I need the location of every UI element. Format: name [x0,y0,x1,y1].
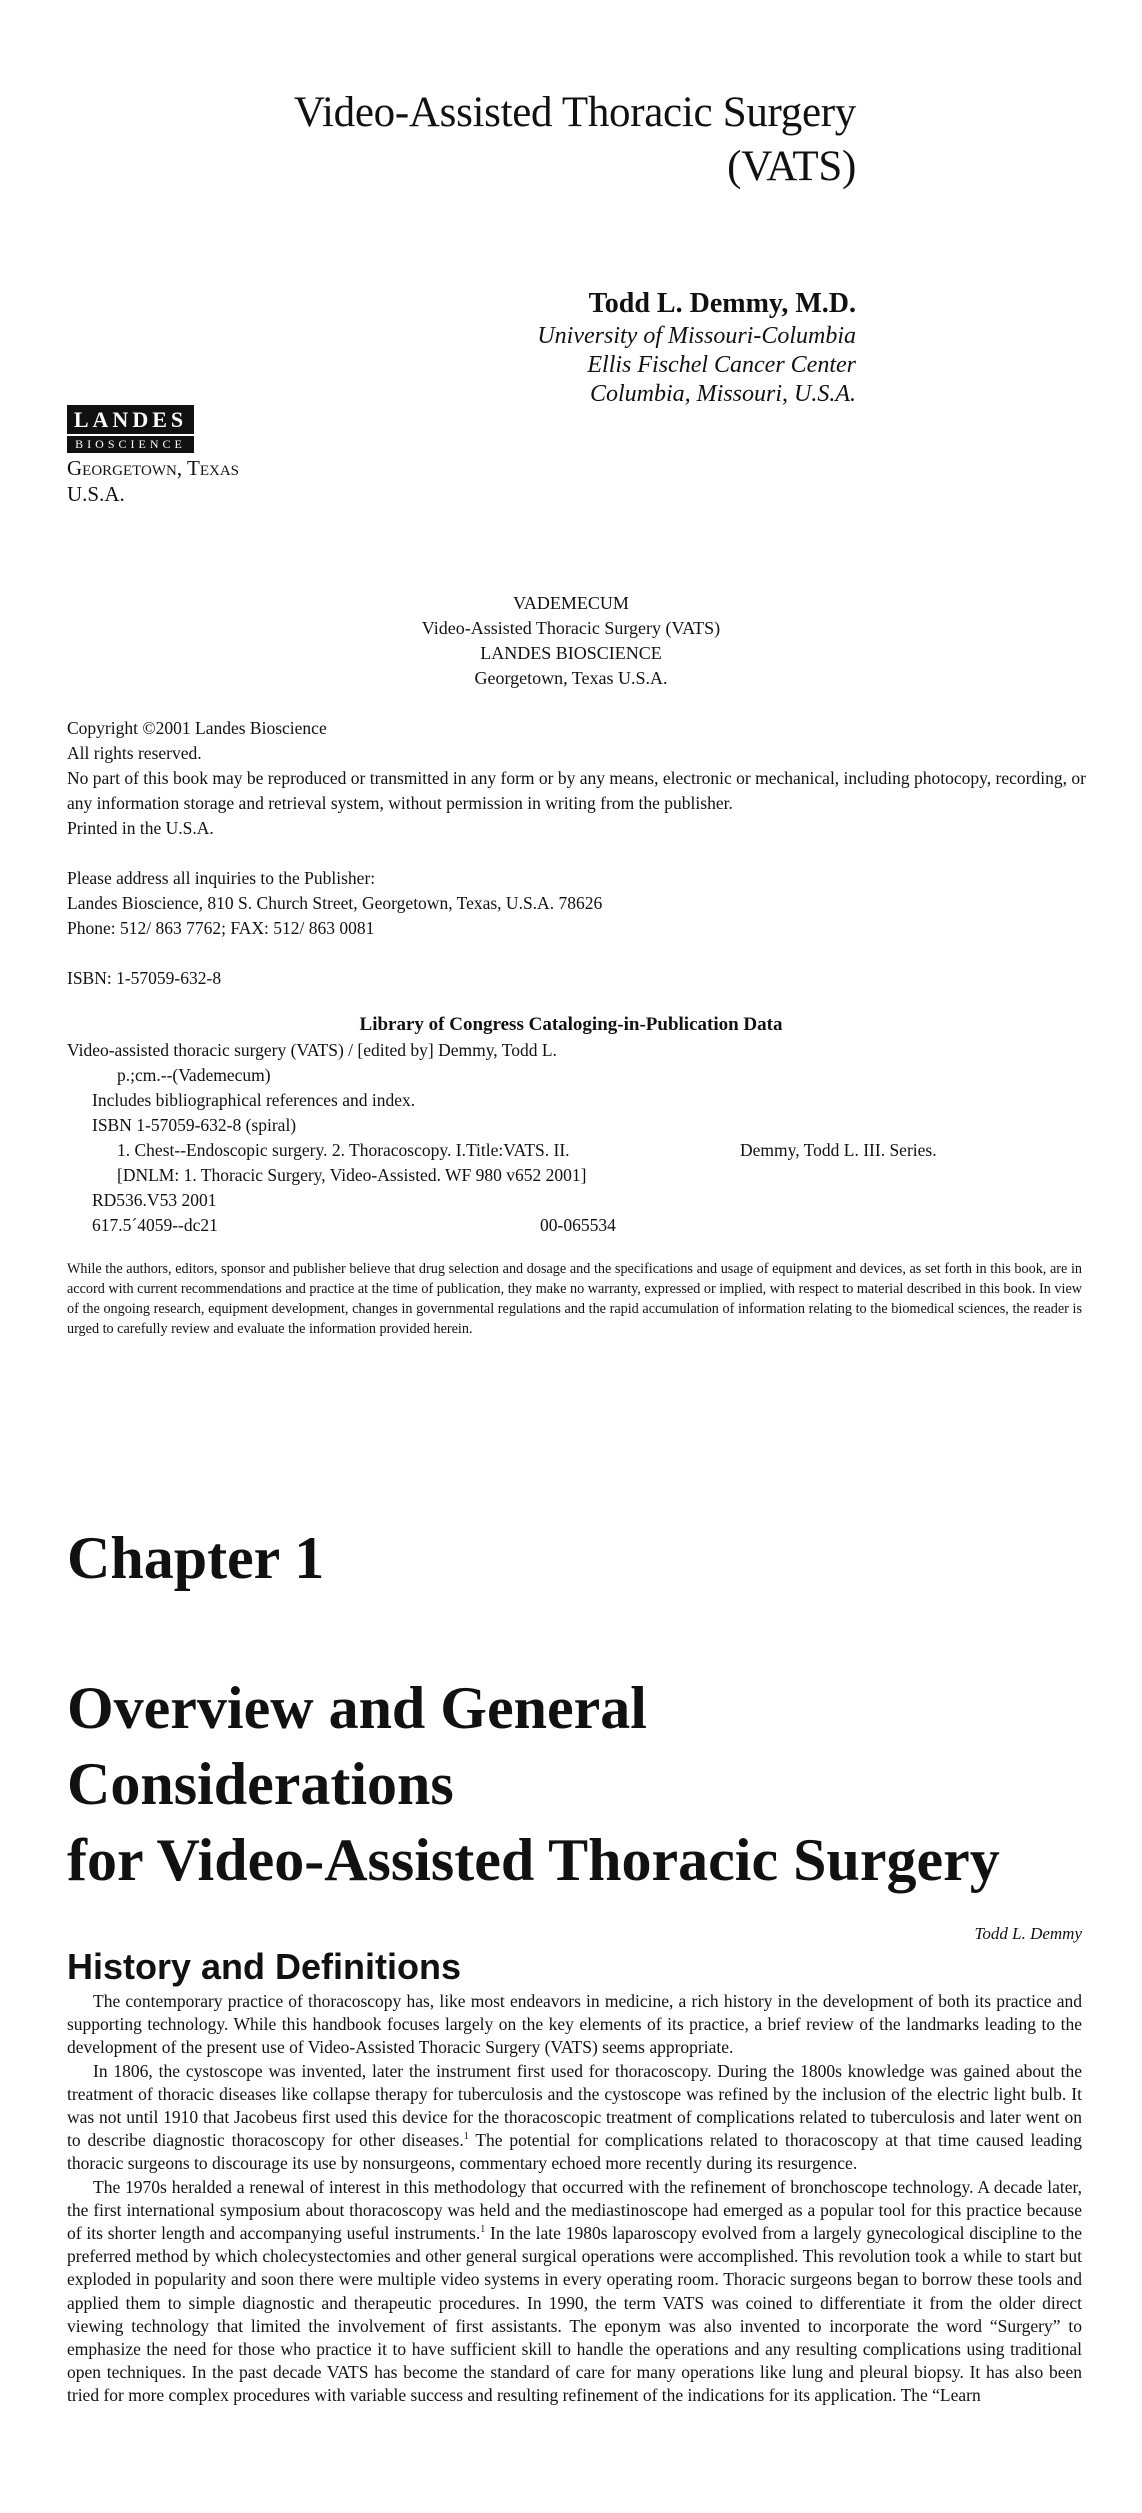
cataloging-line [67,1038,1087,1063]
cataloging-text: [DNLM: 1. Thoracic Surgery, Video-Assisted. WF 980 v652 2001] [117,1165,587,1185]
cataloging-text: Video-assisted thoracic surgery (VATS) / [edited by] Demmy, Todd L. [67,1040,557,1060]
disclaimer: While the authors, editors, sponsor and publisher believe that drug selection and dosage and the specifications and usage of equipment and devices, as set forth in this book, are in accord with current recommendations and practice at the time of publication, they make no warranty, expressed or implied, with respect to material described in this book. In view of the ongoing research, equipment development, changes in governmental regulations and the rapid accumulation of information relating to the biomedical sciences, the reader is urged to carefully review and evaluate the information provided herein. [67,1261,1082,1337]
copyright-line: Copyright ©2001 Landes Bioscience [67,718,327,738]
author-block [537,286,856,409]
paragraph-text: In 1806, the cystoscope was invented, later the instrument first used for thoracoscopy. During the 1800s knowledge was gained about the treatment of thoracic diseases like collapse therapy for tuberculosis and the cystoscope was refined by the inclusion of the electric light bulb. It was not until 1910 that Jacobeus first used this device for the thoracoscopic treatment of complications related to tuberculosis and later went on to describe diagnostic thoracoscopy for other diseases. [67,2060,1082,2151]
cataloging-line [67,1163,1087,1188]
book-title-line2: (VATS) [727,143,856,190]
isbn: ISBN: 1-57059-632-8 [67,968,222,988]
rights-reserved: All rights reserved. [67,743,202,763]
printed-in: Printed in the U.S.A. [67,818,214,838]
cataloging-heading: Library of Congress Cataloging-in-Publication Data [359,1014,783,1035]
cataloging-line [67,1138,1087,1163]
publisher-location [67,455,239,507]
author-name: Todd L. Demmy, M.D. [588,288,856,319]
affiliation-location: Columbia, Missouri, U.S.A. [589,381,856,407]
cataloging-text: 1. Chest--Endoscopic surgery. 2. Thoracoscopy. I.Title:VATS. II. [117,1140,570,1160]
chapter-author: Todd L. Demmy [974,1924,1082,1943]
affiliation-center: Ellis Fischel Cancer Center [587,352,856,378]
imprint-series: VADEMECUM [513,593,629,613]
publisher-city: Georgetown, Texas [67,456,239,480]
paragraph: The contemporary practice of thoracoscopy has, like most endeavors in medicine, a rich history in the development of both its practice and supporting technology. While this handbook focuses largely on the key elements of its practice, a brief review of the landmarks leading to the development of the present use of Video-Assisted Thoracic Surgery (VATS) seems appropriate. [67,1991,1082,2058]
publisher-phone: Phone: 512/ 863 7762; FAX: 512/ 863 0081 [67,918,375,938]
paragraph-text: In the late 1980s laparoscopy evolved from a largely gynecological discipline to the preferred method by which cholecystectomies and other general surgical operations were accomplished. This revolution took a while to start but exploded in popularity and soon there were multiple video systems in every operating room. Thoracic surgeons began to borrow these tools and applied them to simple diagnostic and therapeutic procedures. In 1990, the term VATS was coined to differentiate it from the older direct viewing technology that limited the involvement of first assistants. The eponym was also invented to incorporate the word “Surgery” to emphasize the need for those who practice it to have sufficient skill to handle the operations and any resulting complications using traditional open techniques. In the past decade VATS has become the standard of care for many operations like lung and pleural biopsy. It has also been tried for more complex procedures with variable success and resulting refinement of the indications for its application. The “Learn [67,2223,1082,2406]
publisher-country: U.S.A. [67,482,125,506]
reference-marker: 1 [463,2131,469,2143]
inquiries-label: Please address all inquiries to the Publisher: [67,868,376,888]
paragraph [67,2176,1082,2408]
reproduction-notice: No part of this book may be reproduced or transmitted in any form or by any means, electronic or mechanical, including photocopy, recording, or any information storage and retrieval system, without permission in writing from the publisher. [67,768,1086,813]
chapter-title [67,1670,1117,1898]
publisher-address: Landes Bioscience, 810 S. Church Street, Georgetown, Texas, U.S.A. 78626 [67,893,603,913]
imprint-block [0,591,1142,691]
cataloging-text: Includes bibliographical references and index. [92,1090,416,1110]
copyright-block [67,716,1087,991]
paragraph [67,2060,1082,2176]
book-title-line1: Video-Assisted Thoracic Surgery [293,89,856,136]
logo-text-top: LANDES [73,407,188,432]
cataloging-line [67,1088,1087,1113]
imprint-location: Georgetown, Texas U.S.A. [474,668,668,688]
chapter-title-line2: Considerations [67,1751,454,1817]
cataloging-text: 617.5´4059--dc21 [92,1215,218,1235]
paragraph-text: The 1970s heralded a renewal of interest in this methodology that occurred with the refinement of bronchoscope technology. A decade later, the first international symposium about thoracoscopy was held and the mediastinoscope had emerged as a popular tool for this practice because of its shorter length and accompanying useful instruments. [67,2176,1082,2244]
cataloging-text: RD536.V53 2001 [92,1190,217,1210]
reference-marker: 1 [480,2224,486,2236]
imprint-publisher: LANDES BIOSCIENCE [480,643,662,663]
imprint-title: Video-Assisted Thoracic Surgery (VATS) [421,618,721,638]
cataloging-text: Demmy, Todd L. III. Series. [740,1140,937,1160]
chapter-body [67,1990,1082,2408]
cataloging-text: 00-065534 [540,1215,616,1235]
cataloging-line [67,1188,1087,1213]
affiliation-university: University of Missouri-Columbia [537,323,856,349]
cataloging-text: ISBN 1-57059-632-8 (spiral) [92,1115,297,1135]
cataloging-data [67,1038,1087,1238]
cataloging-line [67,1113,1087,1138]
chapter-number: Chapter 1 [67,1525,325,1591]
cataloging-line [67,1063,1087,1088]
cataloging-text: p.;cm.--(Vademecum) [117,1065,271,1085]
chapter-title-line1: Overview and General [67,1675,647,1741]
landes-bioscience-logo [67,405,194,453]
cataloging-line [67,1213,1087,1238]
section-heading: History and Definitions [67,1946,462,1987]
book-title [294,86,856,194]
paragraph-text: The potential for complications related to thoracoscopy at that time caused leading thoracic surgeons to discourage its use by nonsurgeons, commentary echoed more recently during its resurgence. [67,2130,1082,2174]
logo-text-bottom: BIOSCIENCE [67,434,194,453]
chapter-title-line3: for Video-Assisted Thoracic Surgery [67,1827,1000,1893]
